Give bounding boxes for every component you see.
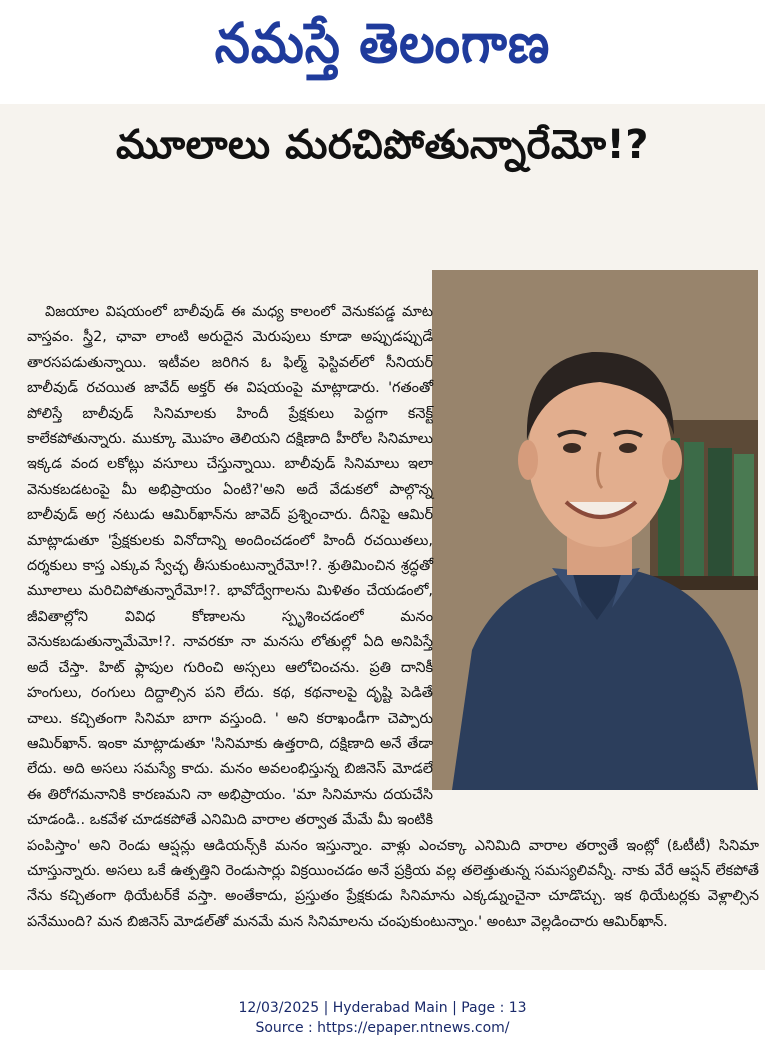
photo-text-wrap-space — [441, 352, 759, 812]
masthead — [0, 0, 765, 100]
edition-info: 12/03/2025 | Hyderabad Main | Page : 13 — [238, 1000, 527, 1016]
newspaper-logo: నమస్తే తెలంగాణ — [214, 10, 551, 76]
article-body-text: విజయాల విషయంలో బాలీవుడ్ ఈ మధ్య కాలంలో వెనుకపడ్డ మాట వాస్తవం. స్త్రీ2, ఛావా లాంటి అరుదైన మెరుపులు కూడా అప్పుడప్పుడే తారసపడుతున్నాయి. ఇటీవల జరిగిన ఓ ఫిల్మ్ ఫెస్టివల్‌లో సీనియర్ బాలీవుడ్ రచయిత జావేద్ అక్తర్ ఈ విషయంపై మాట్లాడారు. 'గతంతో పోలిస్తే బాలీవుడ్ సినిమాలకు హిందీ ప్రేక్షకులు పెద్దగా కనెక్ట్ కాలేకపోతున్నారు. ముక్కూ మొహం తెలియని దక్షిణాది హీరోల సినిమాలు ఇక్కడ వంద లకోట్లు వసూలు చేస్తున్నాయి. బాలీవుడ్ సినిమాలు ఇలా వెనుకబడటంపై మీ అభిప్రాయం ఏంటి?'అని అదే వేడుకలో పాల్గొన్న బాలీవుడ్ అగ్ర నటుడు ఆమిర్‌ఖాన్‌ను జావెద్ ప్రశ్నించారు. దీనిపై ఆమిర్ మాట్లాడుతూ 'ప్రేక్షకులకు వినోదాన్ని అందించడంలో హిందీ రచయితలు, దర్శకులు కాస్త ఎక్కువ స్వేచ్ఛ తీసుకుంటున్నారేమో!?. శ్రుతిమించిన శ్రద్ధతో మూలాలు మరిచిపోతున్నారేమో!?. భావోద్వేగాలను మిళితం చేయడంలో, జీవితాల్లోని వివిధ కోణాలను స్పృశించడంలో మనం వెనుకబడుతున్నామేమో!?. నావరకూ నా మనసు లోతుల్లో ఏది అనిపిస్తే అదే చేస్తా. హిట్ ఫ్లాపుల గురించి అస్సలు ఆలోచించను. ప్రతి దానికీ హంగులు, రంగులు దిద్దాల్సిన పని లేదు. కథ, కథనాలపై దృష్టి పెడితే చాలు. కచ్చితంగా సినిమా బాగా వస్తుంది. ' అని కరాఖండీగా చెప్పారు ఆమిర్‌ఖాన్. ఇంకా మాట్లాడుతూ 'సినిమాకు ఉత్తరాది, దక్షిణాది అనే తేడా లేదు. అది అసలు సమస్యే కాదు. మనం అవలంభిస్తున్న బిజినెస్ మోడలే ఈ తిరోగమనానికి కారణమని నా అభిప్రాయం. 'మా సినిమాను దయచేసి చూడండి.. ఒకవేళ చూడకపోతే ఎనిమిది వారాల తర్వాత మేమే మీ ఇంటికి పంపిస్తాం' అని రెండు ఆప్షన్లు ఆడియన్స్‌కి మనం ఇస్తున్నాం. వాళ్లు ఎంచక్కా ఎనిమిది వారాల తర్వాతే ఇంట్లో (ఓటీటీ) సినిమా చూస్తున్నారు. అసలు ఒకే ఉత్పత్తిని రెండుసార్లు విక్రయించడం అనే ప్రక్రియ వల్ల తలెత్తుతున్న సమస్యలివన్నీ. నాకు వేరే ఆప్షన్ లేకపోతే నేను కచ్చితంగా థియేటర్‌కే వస్తా. అంతేకాదు, ప్రస్తుతం ప్రేక్షకుడు సినిమాను ఎక్కడ్నుంచైనా చూడొచ్చు. ఇక థియేటర్లకు వెళ్లాల్సిన పనేముంది? మన బిజినెస్ మోడల్‌తో మనమే మన సినిమాలను చంపుకుంటున్నాం.' అంటూ వెల్లడించారు ఆమిర్‌ఖాన్. — [27, 304, 759, 930]
page-footer — [0, 998, 765, 1038]
source-link[interactable]: Source : https://epaper.ntnews.com/ — [255, 1020, 510, 1036]
article-clipping — [0, 104, 765, 970]
article-headline: మూలాలు మరచిపోతున్నారేమో!? — [116, 122, 649, 168]
article-body — [27, 300, 759, 935]
